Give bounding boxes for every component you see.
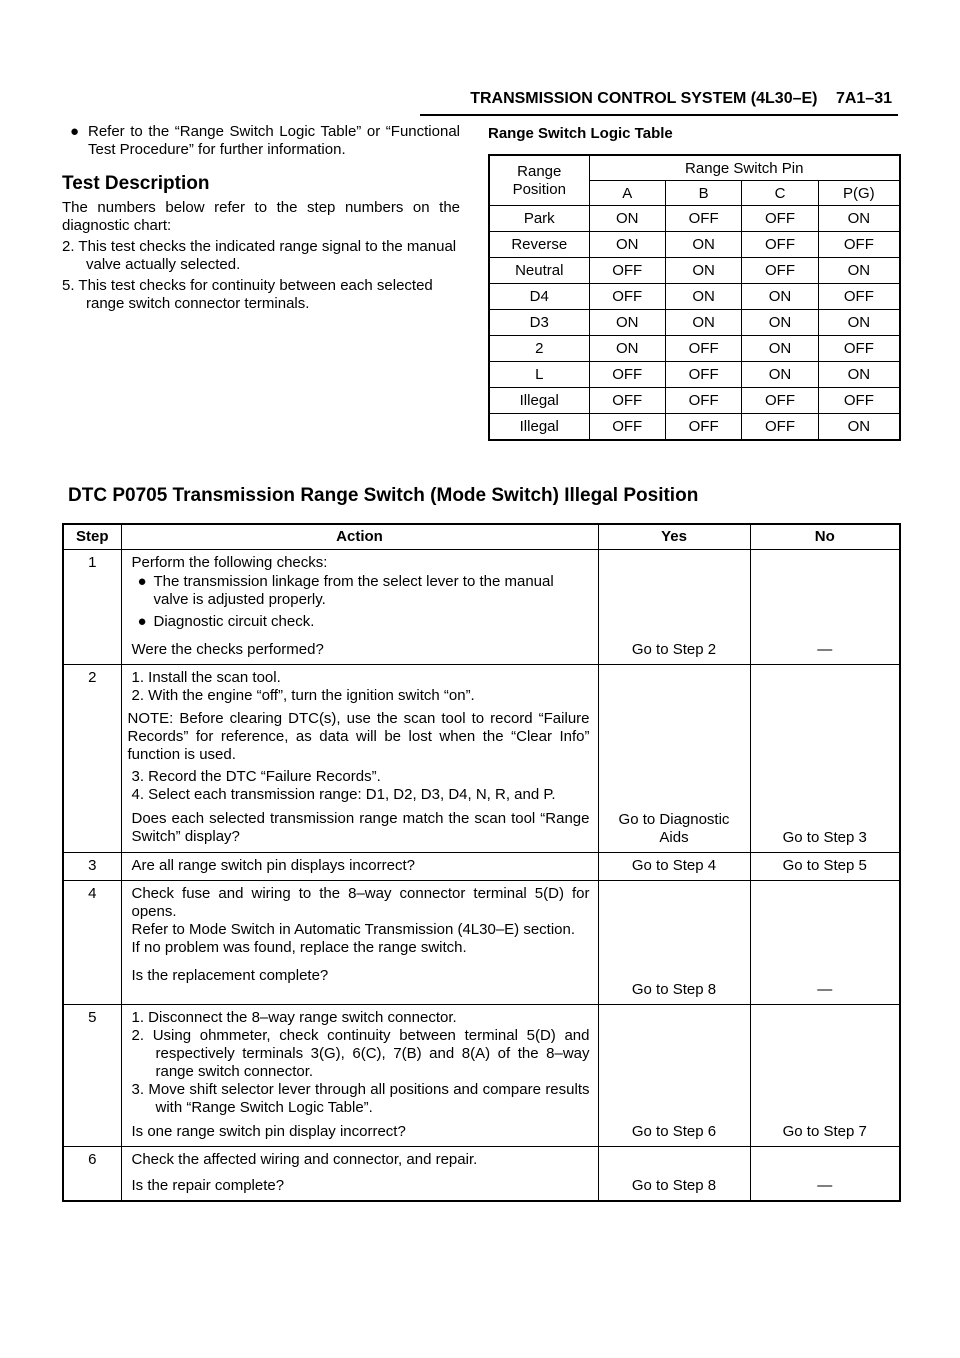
action-note: NOTE: Before clearing DTC(s), use the scan tool to record “Failure Records” for reference, as data will be lost when the “Clear Info” function is used.: [127, 710, 590, 763]
range-position-cell: 2: [489, 336, 589, 362]
action-step: 1. Disconnect the 8–way range switch connector.: [131, 1009, 457, 1026]
pin-state-cell: ON: [742, 310, 818, 336]
range-position-cell: Reverse: [489, 232, 589, 258]
range-position-cell: Illegal: [489, 388, 589, 414]
table-row: [489, 336, 900, 362]
action-question: Were the checks performed?: [131, 641, 324, 658]
pin-state-cell: ON: [589, 310, 665, 336]
pin-state-cell: ON: [818, 362, 900, 388]
pin-state-cell: ON: [665, 310, 741, 336]
step-number: 2: [63, 665, 121, 853]
action-cell: [121, 665, 598, 853]
no-result: —: [750, 550, 900, 665]
action-cell: [121, 550, 598, 665]
action-cell: [121, 853, 598, 881]
step-number: 6: [63, 1147, 121, 1202]
table-row: [489, 414, 900, 441]
step-number: 3: [63, 853, 121, 881]
table-row: [489, 232, 900, 258]
action-text: Check the affected wiring and connector, and repair.: [131, 1151, 478, 1168]
pin-state-cell: ON: [665, 284, 741, 310]
no-header: No: [750, 524, 900, 550]
no-result: —: [750, 1147, 900, 1202]
action-header: Action: [121, 524, 598, 550]
range-position-cell: Illegal: [489, 414, 589, 441]
action-step: 1. Install the scan tool.: [131, 669, 281, 686]
test-item: 2. This test checks the indicated range signal to the manual valve actually selected.: [62, 238, 457, 273]
action-bullet: ● The transmission linkage from the select lever to the manual valve is adjusted properly.: [132, 573, 590, 609]
action-question: Is the repair complete?: [131, 1177, 285, 1194]
table-row: [63, 853, 900, 881]
yes-header: Yes: [598, 524, 750, 550]
pin-state-cell: ON: [589, 232, 665, 258]
table-row: [489, 206, 900, 232]
step-number: 5: [63, 1005, 121, 1147]
yes-result: Go to Diagnostic Aids: [598, 665, 750, 853]
pin-state-cell: OFF: [665, 206, 741, 232]
range-position-cell: Neutral: [489, 258, 589, 284]
pin-state-cell: ON: [818, 310, 900, 336]
pin-header: B: [665, 181, 741, 206]
range-table-title: Range Switch Logic Table: [488, 125, 673, 142]
pin-state-cell: OFF: [742, 232, 818, 258]
pin-state-cell: OFF: [742, 414, 818, 441]
yes-result: Go to Step 8: [598, 1147, 750, 1202]
test-item: 5. This test checks for continuity between each selected range switch connector terminals.: [62, 277, 433, 312]
action-step: 2. With the engine “off”, turn the ignition switch “on”.: [131, 687, 475, 704]
yes-result: Go to Step 8: [598, 881, 750, 1005]
pin-state-cell: ON: [589, 336, 665, 362]
pin-state-cell: ON: [665, 258, 741, 284]
action-question: Does each selected transmission range match the scan tool “Range Switch” display?: [131, 810, 590, 845]
pin-state-cell: OFF: [589, 388, 665, 414]
dtc-title: DTC P0705 Transmission Range Switch (Mode Switch) Illegal Position: [68, 485, 699, 506]
pin-state-cell: OFF: [665, 388, 741, 414]
intro-column: [62, 123, 460, 313]
pin-state-cell: OFF: [665, 362, 741, 388]
pin-header: P(G): [818, 181, 900, 206]
action-cell: [121, 1147, 598, 1202]
pin-state-cell: OFF: [742, 206, 818, 232]
action-step: 3. Move shift selector lever through all positions and compare results with “Range Switch Logic Table”.: [131, 1081, 590, 1116]
bullet-icon: ●: [137, 573, 147, 590]
pin-state-cell: OFF: [818, 388, 900, 414]
action-step: 2. Using ohmmeter, check continuity between terminal 5(D) and respectively terminals 3(G), 6(C), 7(B) and 8(A) of the 8–way range switch connector.: [131, 1027, 590, 1080]
table-row: [63, 665, 900, 853]
pin-state-cell: OFF: [742, 388, 818, 414]
pin-state-cell: OFF: [742, 258, 818, 284]
action-cell: [121, 881, 598, 1005]
range-position-cell: L: [489, 362, 589, 388]
action-text: Check fuse and wiring to the 8–way connector terminal 5(D) for opens.: [131, 885, 590, 920]
intro-bullet: ● Refer to the “Range Switch Logic Table” or “Functional Test Procedure” for further information.: [62, 123, 460, 159]
pin-state-cell: ON: [665, 232, 741, 258]
pin-state-cell: ON: [589, 206, 665, 232]
table-row: [63, 1147, 900, 1202]
test-description-text: The numbers below refer to the step numbers on the diagnostic chart:: [62, 199, 460, 234]
yes-result: Go to Step 6: [598, 1005, 750, 1147]
table-row: [489, 258, 900, 284]
action-bullet: ● Diagnostic circuit check.: [132, 613, 590, 631]
page-header: [420, 90, 898, 116]
range-position-cell: D3: [489, 310, 589, 336]
pin-state-cell: ON: [742, 336, 818, 362]
pin-state-cell: OFF: [665, 336, 741, 362]
step-number: 4: [63, 881, 121, 1005]
bullet-icon: ●: [137, 613, 147, 630]
table-row: [489, 284, 900, 310]
range-table-body: [489, 206, 900, 441]
table-row: [489, 310, 900, 336]
pin-state-cell: OFF: [589, 362, 665, 388]
yes-result: Go to Step 4: [598, 853, 750, 881]
table-row: [489, 388, 900, 414]
pin-state-cell: ON: [818, 206, 900, 232]
pin-state-cell: ON: [742, 284, 818, 310]
pin-state-cell: ON: [818, 414, 900, 441]
no-result: Go to Step 3: [750, 665, 900, 853]
pin-state-cell: OFF: [818, 336, 900, 362]
range-switch-logic-table: [488, 154, 901, 441]
action-step: 4. Select each transmission range: D1, D2, D3, D4, N, R, and P.: [131, 786, 556, 803]
pin-header: A: [589, 181, 665, 206]
no-result: Go to Step 5: [750, 853, 900, 881]
dtc-diagnostic-table: [62, 523, 901, 1202]
range-position-header: Range Position: [489, 155, 589, 206]
action-text: If no problem was found, replace the range switch.: [131, 939, 467, 956]
action-text: Refer to Mode Switch in Automatic Transmission (4L30–E) section.: [131, 921, 576, 938]
action-step: 3. Record the DTC “Failure Records”.: [131, 768, 381, 785]
bullet-icon: ●: [70, 123, 80, 140]
pin-header: C: [742, 181, 818, 206]
range-position-cell: Park: [489, 206, 589, 232]
pin-state-cell: OFF: [589, 414, 665, 441]
action-question: Is the replacement complete?: [131, 967, 329, 984]
pin-state-cell: OFF: [589, 258, 665, 284]
pin-state-cell: OFF: [665, 414, 741, 441]
no-result: Go to Step 7: [750, 1005, 900, 1147]
action-question: Are all range switch pin displays incorrect?: [131, 857, 415, 874]
no-result: —: [750, 881, 900, 1005]
pin-state-cell: ON: [818, 258, 900, 284]
action-question: Is one range switch pin display incorrect?: [131, 1123, 406, 1140]
step-header: Step: [63, 524, 121, 550]
table-row: [63, 1005, 900, 1147]
header-title: TRANSMISSION CONTROL SYSTEM (4L30–E): [470, 90, 818, 107]
pin-state-cell: OFF: [589, 284, 665, 310]
table-row: [489, 362, 900, 388]
table-header-row: [489, 155, 900, 181]
yes-result: Go to Step 2: [598, 550, 750, 665]
action-text: Perform the following checks:: [131, 554, 328, 571]
range-switch-pin-header: Range Switch Pin: [589, 155, 900, 181]
page-number: 7A1–31: [835, 90, 892, 107]
test-description-heading: Test Description: [62, 173, 210, 194]
pin-state-cell: OFF: [818, 232, 900, 258]
pin-state-cell: ON: [742, 362, 818, 388]
range-position-cell: D4: [489, 284, 589, 310]
step-number: 1: [63, 550, 121, 665]
table-row: [63, 881, 900, 1005]
action-cell: [121, 1005, 598, 1147]
pin-state-cell: OFF: [818, 284, 900, 310]
table-header-row: [63, 524, 900, 550]
table-row: [63, 550, 900, 665]
